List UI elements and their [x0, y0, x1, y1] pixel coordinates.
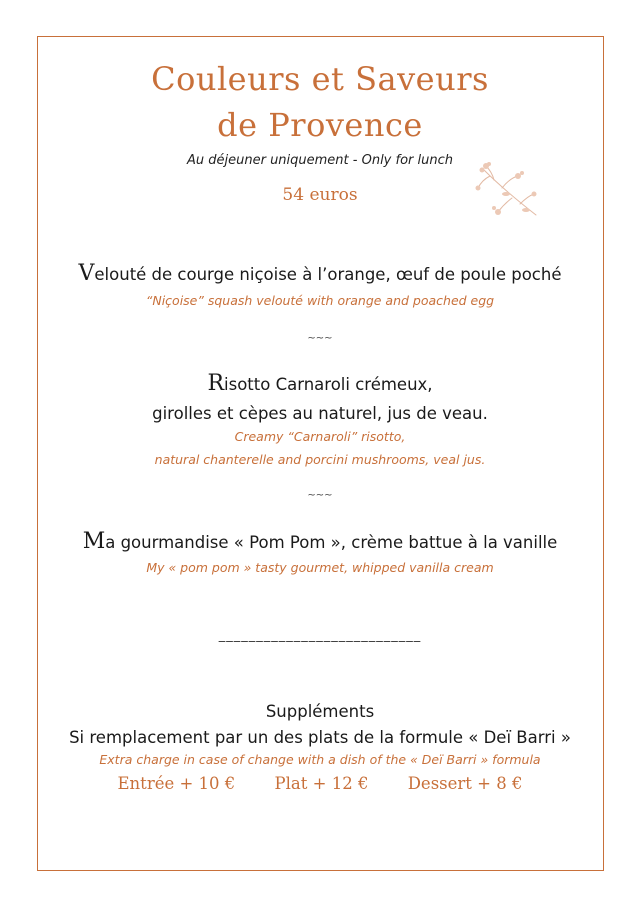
dish-2-initial: R	[207, 371, 225, 396]
dish-2-translation-line1: Creamy “Carnaroli” risotto,	[234, 429, 406, 444]
dish-1	[0, 262, 640, 287]
supplement-starter: Entrée + 10 €	[117, 774, 236, 793]
herb-sprig-icon	[474, 160, 544, 220]
dish-3-name: a gourmandise « Pom Pom », crème battue à la vanille	[105, 533, 558, 552]
menu-subtitle: Au déjeuner uniquement - Only for lunch	[186, 153, 453, 168]
dish-2-translation-line2: natural chanterelle and porcini mushrooms, veal jus.	[154, 452, 486, 467]
separator-1: ~~~	[307, 333, 333, 344]
dish-3-translation: My « pom pom » tasty gourmet, whipped vanilla cream	[146, 560, 494, 575]
dish-3-initial: M	[82, 529, 106, 554]
menu-title-line2: de Provence	[217, 106, 423, 144]
divider-rule: ___________________________	[218, 628, 422, 643]
supplements-text: Si remplacement par un des plats de la formule « Deï Barri »	[69, 728, 571, 747]
supplements-translation: Extra charge in case of change with a dish of the « Deï Barri » formula	[99, 752, 541, 767]
separator-2: ~~~	[307, 490, 333, 501]
menu-title	[0, 56, 640, 148]
supplement-main: Plat + 12 €	[274, 774, 369, 793]
dish-2-name: isotto Carnaroli crémeux,	[224, 375, 433, 394]
dish-1-translation: “Niçoise” squash velouté with orange and poached egg	[145, 293, 495, 308]
dish-2-name-line2: girolles et cèpes au naturel, jus de veau.	[152, 404, 488, 423]
dish-3	[0, 530, 640, 555]
menu-price: 54 euros	[282, 185, 358, 205]
menu-title-line1: Couleurs et Saveurs	[151, 60, 489, 98]
supplement-dessert: Dessert + 8 €	[407, 774, 523, 793]
supplement-prices	[0, 774, 640, 793]
supplements-heading: Suppléments	[265, 702, 375, 721]
dish-1-initial: V	[78, 261, 95, 286]
dish-1-name: elouté de courge niçoise à l’orange, œuf de poule poché	[94, 265, 562, 284]
dish-2	[0, 372, 640, 397]
